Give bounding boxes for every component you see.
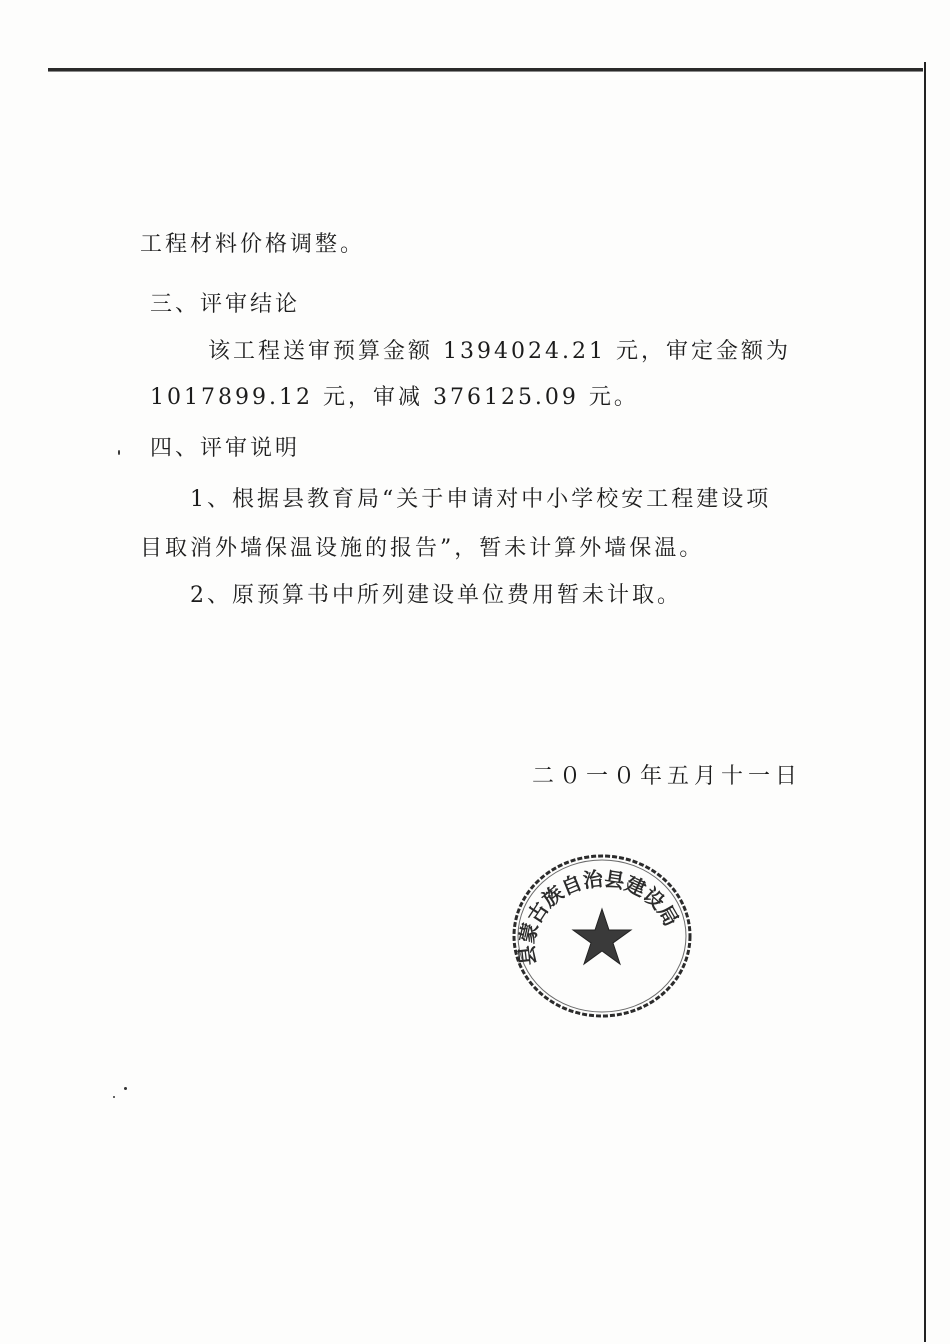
section-heading-conclusion: 三、评审结论 [150, 292, 301, 317]
document-date: 二０一０年五月十一日 [532, 764, 803, 789]
official-seal [508, 851, 696, 1021]
note-item-2: 2、原预算书中所列建设单位费用暂未计取。 [190, 583, 682, 608]
scan-speck [118, 450, 120, 455]
seal-text: 县蒙古族自治县建设局 [516, 868, 682, 967]
note-item-1-line-2: 目取消外墙保温设施的报告”，暂未计算外墙保温。 [140, 536, 705, 561]
header-rule [48, 68, 923, 72]
star-icon [573, 909, 631, 964]
scan-speck [113, 1096, 115, 1098]
paragraph-budget-amount: 该工程送审预算金额 1394024.21 元，审定金额为 [208, 339, 791, 364]
section-heading-notes: 四、评审说明 [150, 436, 301, 461]
paragraph-material-price: 工程材料价格调整。 [140, 232, 366, 257]
paragraph-approved-amount: 1017899.12 元，审减 376125.09 元。 [150, 385, 639, 410]
note-item-1-line-1: 1、根据县教育局“关于申请对中小学校安工程建设项 [190, 487, 772, 512]
page-edge-line [924, 62, 926, 1342]
scan-speck [124, 1087, 127, 1090]
